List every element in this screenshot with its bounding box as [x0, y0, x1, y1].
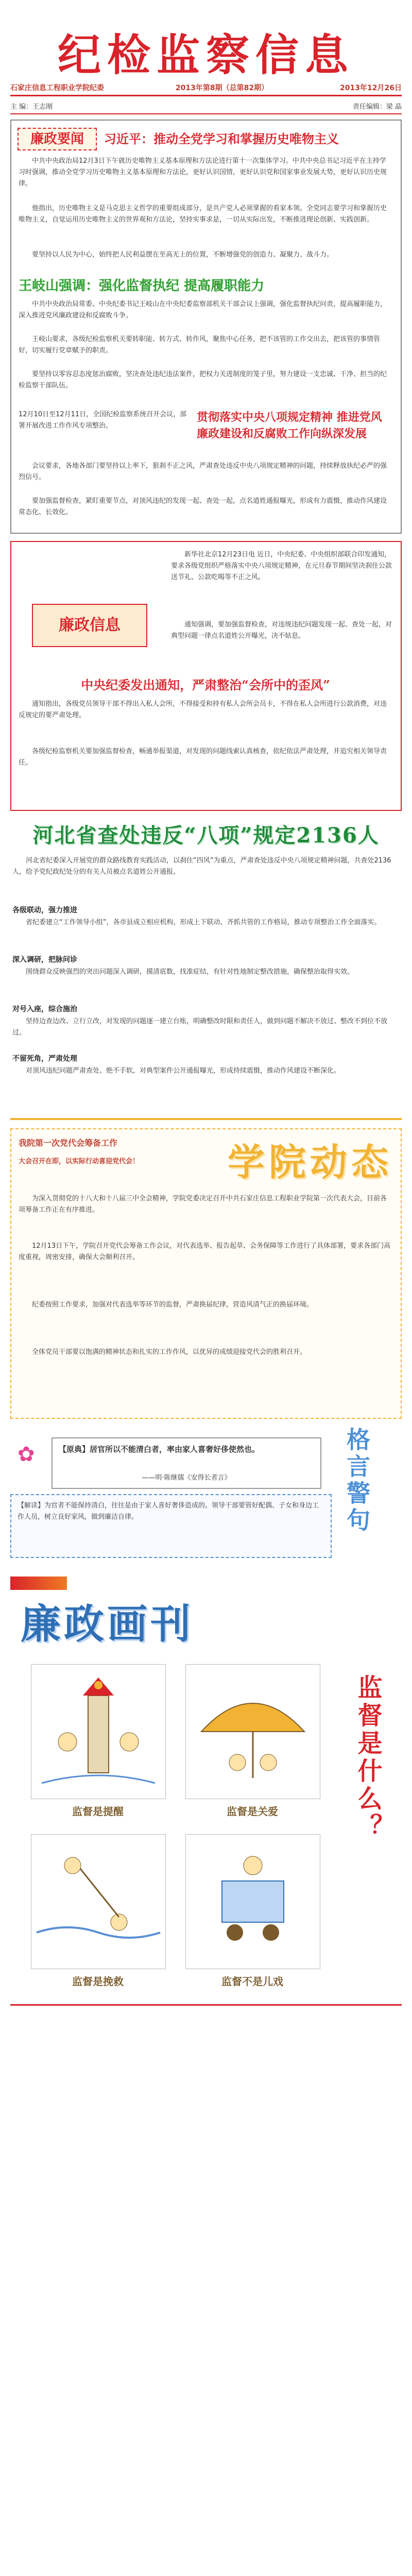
sub-heading: 不留死角，严肃处理 [12, 1055, 77, 1063]
paragraph: 河北省纪委深入开展党的群众路线教育实践活动，以刹住“四风”为重点，严肃查处违反中央八项规定精神问题，共查处2136人，给予党纪政纪处分的有关人员被点名道姓公开通报。 [12, 857, 391, 876]
paragraph: 12月10日至12月11日，全国纪检监察系统召开会议，部署开展改进工作作风专项整治。 [19, 411, 187, 430]
quote-box [52, 1437, 321, 1489]
divider [10, 95, 402, 96]
section-info [10, 541, 402, 811]
issue-date: 2013年12月26日 [340, 84, 402, 92]
paragraph: 围绕群众反映强烈的突出问题深入调研，摸清底数，找准症结，有针对性地制定整改措施，确保整治取得实效。 [26, 968, 354, 976]
publisher-unit: 石家庄信息工程职业学院纪委 [10, 84, 104, 92]
paragraph: 各级纪检监察机关要加强监督检查，畅通举报渠道，对发现的问题线索认真核查，依纪依法严肃处理，并追究相关领导责任。 [19, 748, 387, 767]
flower-icon: ✿ [18, 1443, 35, 1466]
side-label: 监督是什么？ [353, 1674, 382, 1841]
section-title: 学院动态 [228, 1140, 393, 1184]
flag-decoration [10, 1577, 67, 1590]
paragraph: 要坚持以零容忍态度惩治腐败，坚决查处违纪违法案件，把权力关进制度的笼子里，努力建设一支忠诚、干净、担当的纪检监察干部队伍。 [19, 370, 387, 389]
comic-panel [31, 1834, 166, 1969]
section-campus-news [10, 1128, 402, 1419]
headline: 王岐山强调：强化监督执纪 提高履职能力 [19, 278, 265, 294]
lighthouse-illustration [31, 1665, 164, 1798]
paragraph: 王岐山要求，各级纪检监察机关要转职能、转方式、转作风，聚焦中心任务，把不该管的工作交出去，把该管的事情管好，切实履行党章赋予的职责。 [19, 335, 381, 354]
toy-illustration [186, 1835, 319, 1968]
paragraph: 中共中央政治局12月3日下午就历史唯物主义基本原理和方法论进行第十一次集体学习。中共中央总书记习近平在主持学习时强调，推动全党学习历史唯物主义基本原理和方法论，更好认识国情，更好认识党和国家事业发展大势，更好认识历史规律。 [19, 157, 387, 188]
paragraph: 坚持边查边改、立行立改，对发现的问题逐一建立台账，明确整改时限和责任人，做到问题不解决不放过、整改不到位不放过。 [12, 1018, 388, 1037]
slogan: 大会召开在即，以实际行动喜迎党代会！ [19, 1158, 140, 1165]
quote-text: 【原典】居官所以不能清白者，率由家人喜奢好侈使然也。 [59, 1445, 260, 1454]
paragraph: 为深入贯彻党的十八大和十八届三中全会精神，学院党委决定召开中共石家庄信息工程职业学院第一次代表大会，目前各项筹备工作正在有序推进。 [19, 1195, 387, 1214]
section-news [10, 120, 402, 534]
headline: 中央纪委发出通知，严肃整治“会所中的歪风” [81, 677, 330, 692]
paragraph: 他指出，历史唯物主义是马克思主义哲学的重要组成部分，是共产党人必须掌握的看家本领。全党同志要学习和掌握历史唯物主义，自觉运用历史唯物主义的世界观和方法论，坚持实事求是，一切从实际出发，不断推进理论创新、实践创新。 [19, 205, 387, 224]
paragraph: 要加强监督检查，紧盯重要节点，对顶风违纪的发现一起、查处一起，点名道姓通报曝光，形成有力震慑，推动作风建设常态化、长效化。 [19, 497, 387, 516]
banner-headline: 河北省查处违反“八项”规定2136人 [32, 823, 380, 848]
umbrella-illustration [186, 1665, 319, 1798]
quote-source: ——明·陈继儒《安得长者言》 [142, 1474, 231, 1482]
comic-caption: 监督是提醒 [72, 1805, 124, 1818]
paragraph: 会议要求，各地各部门要坚持以上率下，狠刹不正之风，严肃查处违反中央八项规定精神的问题，持续释放执纪必严的强烈信号。 [19, 462, 387, 481]
headline: 贯彻落实中央八项规定精神 推进党风廉政建设和反腐败工作向纵深发展 [197, 411, 382, 440]
paragraph: 12月13日下午，学院召开党代会筹备工作会议，对代表选举、报告起草、会务保障等工作进行了具体部署，要求各部门高度重视，周密安排，确保大会顺利召开。 [19, 1242, 391, 1261]
editor-line [10, 101, 402, 111]
paragraph: 要坚持以人民为中心，始终把人民利益摆在至高无上的位置，不断增强党的创造力、凝聚力、战斗力。 [32, 251, 334, 259]
side-label: 格言警句 [343, 1427, 371, 1534]
sub-heading: 对号入座，综合施治 [12, 1005, 77, 1013]
paragraph: 新华社北京12月23日电 近日，中央纪委、中央组织部联合印发通知，要求各级党组织严格落实中央八项规定精神，在元旦春节期间坚决刹住公款送节礼、公款吃喝等不正之风。 [171, 551, 392, 581]
divider [10, 113, 402, 114]
paragraph: 全体党员干部要以饱满的精神状态和扎实的工作作风，以优异的成绩迎接党代会的胜利召开。 [32, 1348, 307, 1356]
comic-caption: 监督不是儿戏 [221, 1975, 283, 1988]
sub-heading: 深入调研，把脉问诊 [12, 956, 77, 964]
headline: 习近平：推动全党学习和掌握历史唯物主义 [104, 131, 339, 146]
rescue-illustration [31, 1835, 164, 1968]
masthead [0, 0, 412, 93]
comic-caption: 监督是关爱 [227, 1805, 278, 1818]
paragraph: 对顶风违纪问题严肃查处、绝不手软，对典型案件公开通报曝光，形成持续震慑，推动作风建设不断深化。 [26, 1067, 341, 1075]
comic-caption: 监督是挽救 [72, 1975, 124, 1988]
sub-heading: 我院第一次党代会筹备工作 [19, 1138, 118, 1148]
chief-editor: 主 编：王志刚 [10, 103, 53, 111]
comic-panel [185, 1664, 320, 1799]
divider [10, 1118, 402, 1120]
explain-box [10, 1494, 332, 1558]
paragraph: 省纪委建立“工作领导小组”，各市县成立相应机构，形成上下联动、齐抓共管的工作格局，推动专项整治工作全面落实。 [26, 919, 381, 926]
comic-panel [185, 1834, 320, 1969]
section-title: 廉政画刊 [21, 1601, 194, 1648]
explain-text: 【解读】为官者不能保持清白，往往是由于家人喜好奢侈造成的。领导干部要管好配偶、子女和身边工作人员，树立良好家风，做到廉洁自律。 [18, 1502, 319, 1521]
section-label: 廉政要闻 [18, 128, 97, 150]
paragraph: 中共中央政治局常委、中央纪委书记王岐山在中央纪委监察部机关干部会议上强调，强化监督执纪问责，提高履职能力，深入推进党风廉政建设和反腐败斗争。 [19, 300, 387, 319]
issue-line [10, 82, 402, 93]
responsible-editor: 责任编辑：梁 晶 [352, 103, 402, 111]
footer-divider [10, 2004, 402, 2006]
comic-panel [31, 1664, 166, 1799]
paragraph: 通知指出，各级党员领导干部不得出入私人会所，不得接受和持有私人会所会员卡，不得在私人会所进行公款消费，对违反规定的要严肃处理。 [19, 700, 387, 719]
paragraph: 通知强调，要加强监督检查，对违规违纪问题发现一起、查处一起，对典型问题一律点名道姓公开曝光，决不姑息。 [171, 621, 392, 640]
issue-number: 2013年第8期（总第82期） [175, 84, 269, 92]
paragraph: 纪委按照工作要求，加强对代表选举等环节的监督，严肃换届纪律，营造风清气正的换届环境。 [32, 1301, 314, 1309]
sub-heading: 各级联动，强力推进 [12, 906, 77, 914]
section-label: 廉政信息 [32, 604, 147, 647]
newsletter-title: 纪检监察信息 [57, 29, 354, 80]
